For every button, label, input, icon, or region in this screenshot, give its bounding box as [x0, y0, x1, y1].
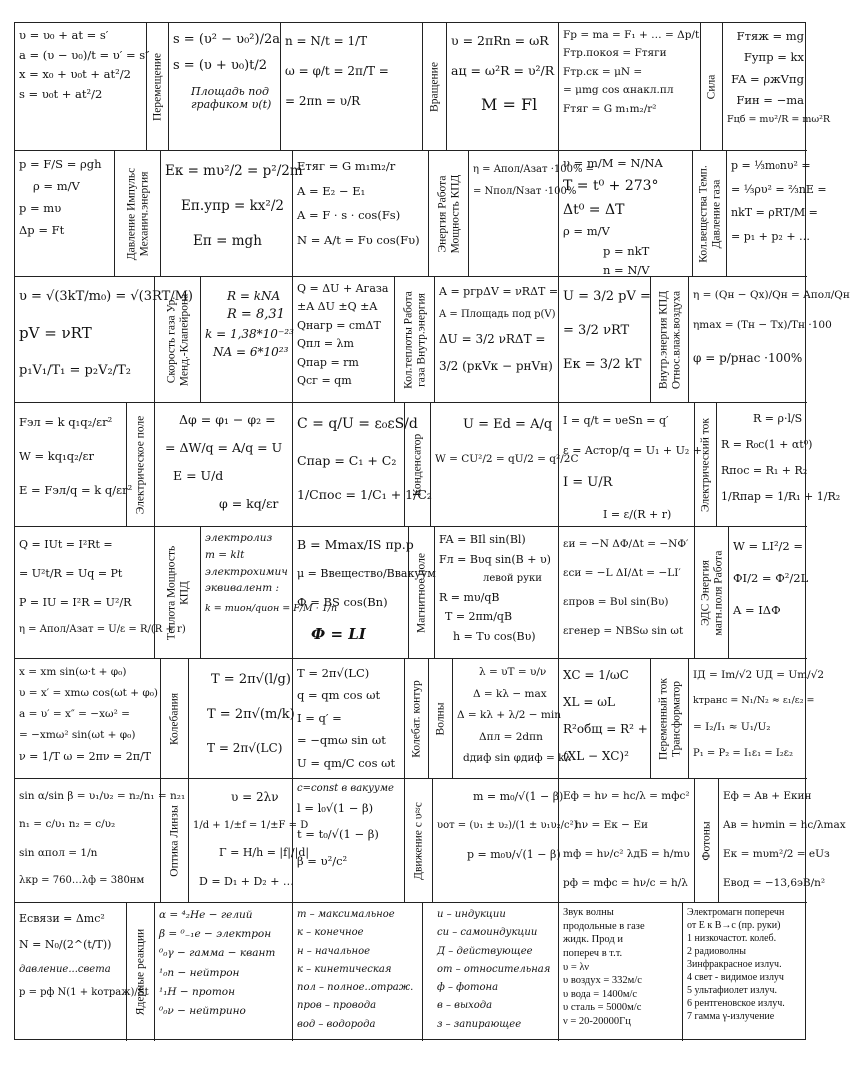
formula: εгенер = NBSω sin ωt — [563, 624, 684, 637]
formula: β = υ²/c² — [297, 853, 348, 868]
formula: Δp = Ft — [19, 222, 65, 237]
rotation-cell — [447, 23, 559, 151]
formula: FA = ρжVпg — [731, 71, 804, 86]
formula: Eк = mυ²/2 = p²/2m — [165, 163, 303, 179]
formula: A = IΔФ — [733, 603, 781, 618]
formula: ν = 1/T ω = 2πν = 2π/T — [19, 750, 152, 763]
formula: εси = −L ΔI/Δt = −LI′ — [563, 566, 681, 579]
text-line: 3инфракрасное излуч. — [687, 959, 782, 970]
formula: E = Fэл/q = k q/εr² — [19, 482, 133, 497]
constants-cell — [201, 277, 293, 403]
formula: n = N/t = 1/T — [285, 34, 368, 48]
formula: Eф = hν = hc/λ = mфc² — [563, 790, 690, 802]
formula: Δпл = 2dпn — [479, 730, 543, 743]
formula: pV = νRT — [19, 324, 92, 343]
period-cell — [281, 23, 423, 151]
formula: ΔU = 3/2 νRΔT = — [439, 332, 546, 347]
formula: A = pгрΔV = νRΔT = — [439, 285, 559, 298]
formula: 3/2 (pкVк − pнVн) — [439, 358, 553, 373]
formula: Qпар = rm — [297, 355, 359, 369]
formula: электролиз — [205, 532, 273, 544]
formula: pф = mфc = hν/c = h/λ — [563, 876, 688, 889]
formula: Eф = Aв + Eкин — [723, 790, 812, 802]
formula: υ = x′ = xmω cos(ωt + φ₀) — [19, 687, 159, 699]
formula: a = υ′ = x″ = −xω² = — [19, 708, 130, 720]
formula: D = D₁ + D₂ + … — [199, 874, 294, 888]
capacitor-energy-cell — [431, 403, 579, 527]
formula: R²общ = R² + — [563, 722, 648, 736]
formula: W = CU²/2 = qU/2 = q²/2C — [435, 452, 579, 465]
legend-item: в – выхода — [437, 1000, 493, 1012]
text-line: Электромагн поперечн — [687, 907, 785, 918]
formula: = U²t/R = Uq = Pt — [19, 567, 123, 581]
formula: давление...света — [19, 963, 111, 975]
waves-cell — [453, 659, 572, 779]
formula: эквивалент : — [205, 582, 280, 595]
formula: p = mυ — [19, 200, 62, 215]
legend-item: з – запирающее — [437, 1018, 522, 1030]
legend-item: пол – полное..отраж. — [297, 982, 414, 994]
relativity-cell — [293, 779, 405, 903]
formula: εпров = Bυl sin(Bυ) — [563, 595, 669, 608]
text-line: продольные в газе — [563, 920, 645, 932]
formula: T = 2π√(LC) — [207, 741, 283, 756]
formula: k = 1,38*10⁻²³ — [205, 326, 294, 341]
formula: εи = −N ΔФ/Δt = −NФ′ — [563, 538, 689, 550]
section-label: ЭДС Энергия магн.поля Работа — [695, 527, 729, 659]
formula: N = A/t = Fυ cos(Fυ) — [297, 233, 420, 248]
section-label: Ядерные реакции — [127, 903, 155, 1041]
formula: dдиф sin φдиф = kλ — [463, 752, 572, 765]
formula: m = klt — [205, 548, 245, 561]
formula: φ = p/pнас ·100% — [693, 350, 803, 365]
section-label: Фотоны — [695, 779, 719, 903]
relativistic-mass-cell — [433, 779, 578, 903]
formula: ω = φ/t = 2π/T = — [285, 64, 389, 78]
formula: Δφ = φ₁ − φ₂ = — [179, 412, 276, 427]
potential-cell — [155, 403, 293, 527]
text-line: жидк. Прод и — [563, 934, 623, 946]
formula: Fэл = k q₁q₂/εr² — [19, 415, 113, 429]
formula: sin αпол = 1/n — [19, 846, 98, 859]
formula: p = F/S = ρgh — [19, 157, 102, 171]
formula: = ⅓ρυ² = ⅔nE = — [731, 182, 827, 196]
photon-cell — [559, 779, 695, 903]
formula: ¹₁H − протон — [159, 985, 236, 998]
lens-cell — [189, 779, 310, 903]
formula: Fтр.покоя = Fтяги — [563, 47, 667, 60]
formula: = 3/2 νRT — [563, 322, 630, 338]
formula: B = Mmax/IS пр.р — [297, 537, 414, 552]
formula: ФI/2 = Ф²/2L — [733, 571, 809, 586]
formula: Fл = Bυq sin(B + υ) — [439, 552, 551, 566]
section-label: Кол.вещества Темп. Давление газа — [693, 151, 727, 277]
formula: a = (υ − υ₀)/t = υ′ = s″ — [19, 47, 150, 62]
formula: XL = ωL — [563, 695, 615, 709]
formula: λкр = 760…λф = 380нм — [19, 875, 145, 887]
formula: Ф = BS cos(Bn) — [297, 594, 388, 609]
formula: I = ε/(R + r) — [603, 508, 672, 522]
legend-item: си – самоиндукции — [437, 927, 538, 939]
energy-cell — [161, 151, 303, 277]
formula: = −qmω sin ωt — [297, 733, 386, 748]
text-line: 4 свет - видимое излуч — [687, 972, 784, 983]
kinematics-cell — [15, 23, 150, 151]
legend-item: к – конечное — [297, 927, 364, 939]
formula: FA = BIl sin(Bl) — [439, 533, 526, 546]
legend-item: и – индукции — [437, 909, 506, 920]
subscript-legend-1 — [293, 903, 423, 1041]
heat-cell — [293, 277, 395, 403]
formula: sin α/sin β = υ₁/υ₂ = n₂/n₁ = n₂₁ — [19, 790, 186, 802]
formula: P = IU = I²R = U²/R — [19, 596, 132, 610]
formula: Cпар = C₁ + C₂ — [297, 452, 397, 468]
gas-cell — [727, 151, 827, 277]
section-label: Энергия Работа Мощность КПД — [429, 151, 469, 277]
lc-circuit-cell — [293, 659, 405, 779]
section-label: Переменный ток Трансформатор — [651, 659, 689, 779]
formula: Fтяг = G m₁m₂/r² — [563, 102, 657, 115]
heat-engine-cell — [689, 277, 850, 403]
formula: t = t₀/√(1 − β) — [297, 827, 379, 842]
formula: Eп = mgh — [193, 233, 262, 250]
formula: Eтяг = G m₁m₂/r — [297, 159, 396, 173]
formula: Eп.упр = kx²/2 — [181, 198, 284, 215]
formula: υ = 2πRn = ωR — [451, 33, 549, 48]
formula: T = 2π√(l/g) — [211, 672, 291, 687]
formula: mф = hν/c² λдБ = h/mυ — [563, 847, 690, 860]
text-line: υ = λν — [563, 961, 590, 973]
formula: T = 2π√(LC) — [297, 666, 370, 680]
formula: α = ⁴₂He − гелий — [159, 909, 253, 921]
text-line: 1 низкочастот. колеб. — [687, 933, 777, 944]
sound-cell — [559, 903, 683, 1041]
formula: p = nkT — [603, 243, 650, 258]
formula: R = ρ·l/S — [753, 412, 803, 425]
formula: Γ = H/h = |f|/|d| — [219, 846, 310, 860]
formula: x = x₀ + υ₀t + at²/2 — [19, 67, 131, 82]
formula: Ф = LI — [311, 624, 366, 643]
formula: NA = 6*10²³ — [213, 344, 289, 359]
formula: I = q/t = υeSn = q′ — [563, 414, 669, 427]
legend-item: ф – фотона — [437, 982, 499, 994]
formula: υ = υ₀ + at = s′ — [19, 28, 109, 42]
formula: = I₂/I₁ ≈ U₁/U₂ — [693, 720, 771, 733]
formula: = μmg cos αнакл.пл — [563, 84, 674, 97]
section-label: Конденсатор — [405, 403, 431, 527]
formula: 1/d + 1/±f = 1/±F = D — [193, 820, 309, 832]
formula: Qпл = λm — [297, 337, 354, 351]
formula: Rпос = R₁ + R₂ — [721, 463, 808, 477]
formula: Δ = kλ + λ/2 − min — [457, 709, 561, 722]
formula-note: графиком υ(t) — [191, 98, 272, 112]
formula: T = 2πm/qB — [445, 610, 513, 624]
formula: Fцб = mυ²/R = mω²R — [727, 114, 831, 126]
formula: υот = (υ₁ ± υ₂)/(1 ± υ₁υ₂/c²) — [437, 820, 578, 832]
text-line: ν = 20-20000Гц — [563, 1016, 631, 1028]
formula: W = LI²/2 = — [733, 539, 804, 553]
formula: Fтяж = mg — [736, 29, 804, 43]
photoeffect-cell — [719, 779, 846, 903]
formula: x = xm sin(ω·t + φ₀) — [19, 666, 127, 678]
formula: ρ = m/V — [33, 178, 80, 193]
section-label: Перемещение — [147, 23, 169, 151]
legend-item: пров – провода — [297, 1000, 377, 1012]
text-line: υ сталь = 5000м/с — [563, 1002, 642, 1014]
formula: Δ = kλ − max — [473, 687, 547, 700]
section-label: Колебат. контур — [405, 659, 429, 779]
formula: Fр = ma = F₁ + … = Δp/t — [563, 29, 700, 41]
forces-right-cell — [723, 23, 831, 151]
section-label: Скорость газа Ур. Менд.-Клапейрона — [155, 277, 201, 403]
ampere-cell — [435, 527, 559, 659]
formula: υ = √(3kT/m₀) = √(3RT/M) — [19, 289, 194, 304]
section-label: Внутр.энергия КПД Относ.влаж.воздуха — [651, 277, 689, 403]
formula: p = pф N(1 + kотраж)/St — [19, 987, 149, 999]
formula: (XL − XC)² — [563, 749, 629, 763]
text-line: Звук волны — [563, 907, 614, 918]
formula: q = qm cos ωt — [297, 688, 381, 703]
formula: W = kq₁q₂/εr — [19, 448, 95, 463]
section-label: Сила — [701, 23, 723, 151]
text-line: 6 рентгеновское излуч. — [687, 998, 785, 1009]
current-cell — [559, 403, 703, 527]
em-spectrum-cell — [683, 903, 807, 1041]
section-label: Электрический ток — [695, 403, 717, 527]
formula: m = m₀/√(1 − β) — [473, 790, 564, 803]
formula: Eсвязи = Δmc² — [19, 912, 105, 925]
pendulum-cell — [189, 659, 293, 779]
transformer-cell — [689, 659, 825, 779]
formula: s = υ₀t + at²/2 — [19, 86, 103, 101]
formula: электрохимич — [205, 565, 288, 578]
formula: XC = 1/ωC — [563, 668, 629, 682]
formula: R = mυ/qB — [439, 590, 500, 604]
section-label: Движение с υ≈c — [405, 779, 433, 903]
text-line: попереч в т.т. — [563, 947, 623, 959]
formula: = Nпол/Nзат ·100% — [473, 186, 577, 197]
formula: Q = ΔU + Aгаза — [297, 282, 389, 295]
formula: nkT = ρRT/M = — [731, 206, 818, 220]
formula: p = ⅓m₀nυ² = — [731, 159, 811, 172]
legend-item: Д – действующее — [437, 945, 533, 957]
formula: ⁰₀γ − гамма − квант — [159, 947, 276, 960]
section-label: Волны — [429, 659, 453, 779]
formula: ⁰₀ν − нейтрино — [159, 1005, 246, 1018]
particles-cell — [155, 903, 293, 1041]
formula: s = (υ + υ₀)t/2 — [173, 58, 268, 74]
text-line: υ вода = 1400м/с — [563, 988, 638, 1000]
forces-cell — [559, 23, 701, 151]
formula: Eк = mυm²/2 = eUз — [723, 847, 830, 860]
subscript-legend-2 — [423, 903, 559, 1041]
formula: n₁ = c/υ₁ n₂ = c/υ₂ — [19, 818, 116, 831]
legend-item: от – относительная — [437, 963, 551, 975]
formula: h = Tυ cos(Bυ) — [453, 630, 536, 644]
formula: ηmax = (Tн − Tх)/Tн ·100 — [693, 319, 832, 332]
formula: λ = υT = υ/ν — [479, 666, 547, 678]
formula: k = mион/qион = F/M · 1/n — [205, 603, 338, 615]
section-label: Оптика Линзы — [161, 779, 189, 903]
formula: μ = Bвещество/Bвакуум — [297, 566, 436, 580]
formula: IД = Im/√2 UД = Um/√2 — [693, 669, 825, 681]
formula: P₁ = P₂ = I₁ε₁ = I₂ε₂ — [693, 748, 793, 760]
formula: Aв = hνmin = hc/λmax — [723, 818, 846, 831]
legend-item: т – максимальное — [297, 909, 395, 920]
text-line: от E к B→c (пр. руки) — [687, 920, 781, 931]
formula: ρ = m/V — [563, 223, 610, 238]
section-label: Электрическое поле — [127, 403, 155, 527]
formula: 1/Cпос = 1/C₁ + 1/C₂ — [297, 486, 432, 502]
formula: φ = kq/εr — [219, 496, 279, 512]
field-energy-cell — [729, 527, 807, 659]
formula: β = ⁰₋₁e − электрон — [159, 928, 272, 941]
formula: левой руки — [483, 572, 542, 584]
formula: p₁V₁/T₁ = p₂V₂/T₂ — [19, 363, 131, 379]
formula: E = U/d — [173, 468, 224, 484]
formula: M = Fl — [481, 95, 538, 114]
formula: C = q/U = ε₀εS/d — [297, 416, 418, 432]
text-line: 7 гамма γ-излучение — [687, 1011, 775, 1022]
formula: A = F · s · cos(Fs) — [297, 208, 401, 223]
reactance-cell — [559, 659, 651, 779]
formula: s = (υ² − υ₀²)/2a — [173, 32, 280, 47]
legend-item: н – начальное — [297, 945, 371, 957]
formula: l = l₀√(1 − β) — [297, 801, 374, 815]
text-line: 2 радиоволны — [687, 946, 746, 957]
amount-cell — [559, 151, 693, 277]
formula: p = m₀υ/√(1 − β) — [467, 847, 561, 861]
text-line: 5 ультафиолет излуч. — [687, 985, 777, 996]
formula: = p₁ + p₂ + … — [731, 229, 811, 243]
formula: Fтр.ск = μN = — [563, 65, 643, 78]
formula: Qсг = qm — [297, 374, 352, 388]
formula: η = Aпол/Aзат = U/ε = R/(R + r) — [19, 624, 186, 636]
resistance-cell — [717, 403, 841, 527]
formula: Fин = −ma — [736, 92, 804, 107]
formula: ±A ΔU ±Q ±A — [297, 300, 378, 314]
work-cell — [293, 151, 429, 277]
formula-sheet — [14, 22, 850, 1040]
formula: U = qm/C cos ωt — [297, 755, 396, 770]
formula: Qнагр = cmΔT — [297, 318, 381, 332]
formula: = ΔW/q = A/q = U — [165, 440, 283, 456]
formula: I = U/R — [563, 475, 613, 491]
section-label: Давление Импульс Механич.энергия — [115, 151, 161, 277]
formula: R = R₀c(1 + αt⁰) — [721, 437, 813, 451]
formula: Δt⁰ = ΔT — [563, 201, 625, 218]
formula-note: Площадь под — [191, 84, 269, 98]
formula: ε = Aстор/q = U₁ + U₂ + — [563, 443, 703, 457]
formula: Eвод = −13,6эВ/n² — [723, 876, 826, 889]
formula: R = kNA — [227, 289, 281, 303]
formula: Eк = 3/2 kT — [563, 356, 642, 372]
internal-energy-cell — [559, 277, 651, 403]
formula: = −xmω² sin(ωt + φ₀) — [19, 729, 136, 741]
formula: hν = Eк − Eи — [575, 818, 648, 831]
formula: = 2πn = υ/R — [285, 94, 361, 108]
formula: c=const в вакууме — [297, 783, 394, 794]
formula: T = t⁰ + 273° — [563, 177, 659, 194]
text-line: υ воздух = 332м/с — [563, 975, 642, 987]
formula: I = q′ = — [297, 710, 342, 725]
formula: υ = 2λν — [231, 790, 279, 804]
formula: aц = ω²R = υ²/R — [451, 63, 555, 78]
formula: ¹₀n − нейтрон — [159, 966, 240, 979]
section-label: Магнитное поле — [409, 527, 435, 659]
section-label: Вращение — [423, 23, 447, 151]
formula: n = N/V — [603, 263, 650, 278]
formula: U = Ed = A/q — [463, 417, 553, 432]
section-label: Колебания — [161, 659, 189, 779]
emf-cell — [559, 527, 695, 659]
formula: A = E₂ − E₁ — [297, 183, 366, 198]
formula: Fупр = kx — [743, 50, 804, 65]
formula: U = 3/2 pV = — [563, 289, 651, 304]
section-label: Теплота Мощность КПД — [155, 527, 201, 659]
section-label: Кол.теплоты Работа газа Внутр.энергия — [395, 277, 435, 403]
formula: N = N₀/(2^(t/T)) — [19, 937, 112, 951]
formula: 1/Rпар = 1/R₁ + 1/R₂ — [721, 489, 841, 503]
pressure-cell — [15, 151, 115, 277]
formula: R = 8,31 — [227, 307, 285, 322]
formula: η = (Qн − Qх)/Qн = Aпол/Qн — [693, 289, 850, 301]
formula: kтранс = N₁/N₂ ≈ ε₁/ε₂ = — [693, 695, 815, 707]
formula: η = Aпол/Aзат ·100% = — [473, 164, 595, 175]
formula: ν = m/M = N/NA — [563, 156, 663, 170]
legend-item: вод – водорода — [297, 1018, 376, 1030]
coulomb-cell — [15, 403, 133, 527]
electrolysis-cell — [201, 527, 338, 659]
formula: Q = IUt = I²Rt = — [19, 538, 113, 551]
formula: A = Площадь под p(V) — [439, 309, 556, 321]
formula: T = 2π√(m/k) — [207, 707, 295, 723]
legend-item: к – кинетическая — [297, 963, 392, 975]
displacement-cell — [169, 23, 281, 151]
oscillation-cell — [15, 659, 161, 779]
gas-work-cell — [435, 277, 559, 403]
